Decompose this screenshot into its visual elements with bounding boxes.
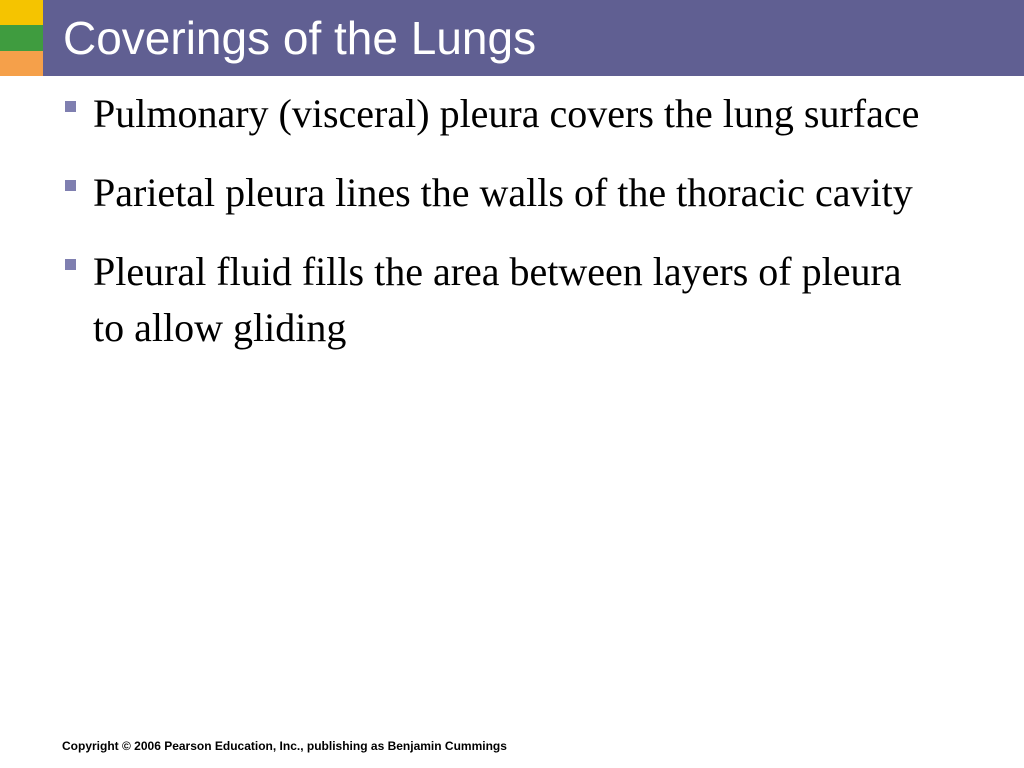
bullet-text: Pleural fluid fills the area between layers of pleura to allow gliding bbox=[93, 249, 902, 350]
copyright-footer: Copyright © 2006 Pearson Education, Inc., publishing as Benjamin Cummings bbox=[62, 739, 507, 753]
bullet-text: Parietal pleura lines the walls of the thoracic cavity bbox=[93, 170, 913, 215]
square-bullet-icon bbox=[65, 180, 76, 191]
title-bar bbox=[43, 0, 1024, 76]
bullet-item bbox=[62, 244, 922, 356]
square-bullet-icon bbox=[65, 259, 76, 270]
accent-stripe-orange bbox=[0, 51, 43, 76]
bullet-item bbox=[62, 165, 922, 221]
bullet-text: Pulmonary (visceral) pleura covers the lung surface bbox=[93, 91, 920, 136]
square-bullet-icon bbox=[65, 101, 76, 112]
accent-stripe-green bbox=[0, 25, 43, 51]
bullet-list bbox=[62, 86, 922, 379]
accent-stripe bbox=[0, 0, 43, 76]
accent-stripe-yellow bbox=[0, 0, 43, 25]
bullet-item bbox=[62, 86, 922, 142]
slide-title: Coverings of the Lungs bbox=[63, 12, 537, 64]
